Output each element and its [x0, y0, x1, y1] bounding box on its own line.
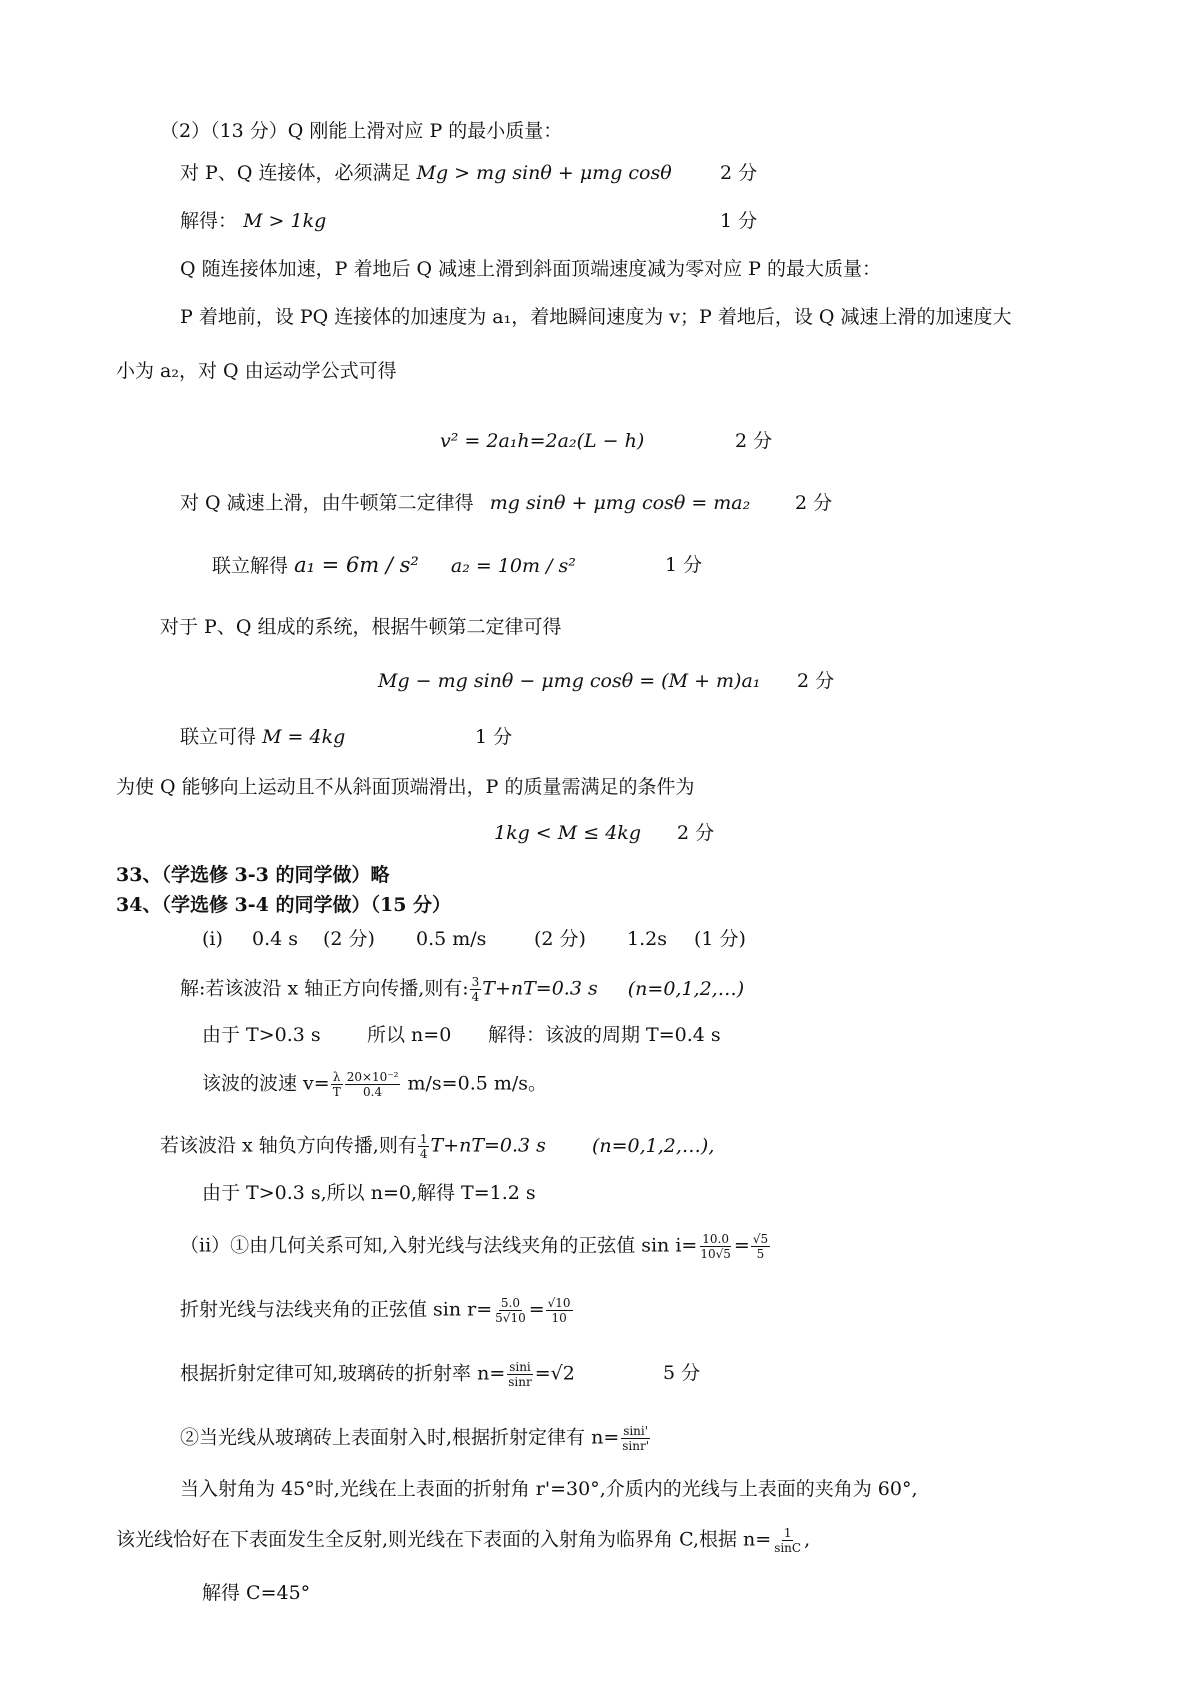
fraction-numerator: √10: [547, 1296, 571, 1310]
q34-i-answer1: 0.4 s: [252, 928, 299, 950]
fraction-denominator: 10: [551, 1311, 567, 1325]
q34-ii-line4: [180, 1424, 652, 1453]
part2-line6: [180, 490, 750, 516]
q34-i-label: (i): [202, 928, 223, 950]
solution3-result: m/s=0.5 m/s。: [407, 1072, 548, 1095]
ii-line3-fraction: [506, 1360, 533, 1389]
equation-kinematics: v² = 2a₁h=2a₂(L − h): [440, 430, 645, 452]
ii-line6-fraction: [772, 1526, 803, 1555]
solution3-fraction1: [331, 1070, 343, 1099]
q34-ii-line3: [180, 1360, 575, 1389]
equation-condition: 1kg < M ≤ 4kg: [494, 822, 641, 844]
part2-line3: Q 随连接体加速，P 着地后 Q 减速上滑到斜面顶端速度减为零对应 P 的最大质量：: [180, 258, 881, 280]
fraction-numerator: 10.0: [702, 1232, 729, 1246]
fraction-denominator: sinr': [622, 1439, 650, 1453]
fraction-denominator: 5√10: [495, 1311, 526, 1325]
ii-line1-fraction2: [751, 1232, 770, 1261]
ii-line2-text: 折射光线与法线夹角的正弦值 sin r=: [180, 1298, 493, 1321]
solution1-fraction: [470, 975, 482, 1004]
question-33-heading: 33、（学选修 3-3 的同学做）略: [116, 864, 390, 886]
line7-equation-a2: a₂ = 10m / s²: [450, 555, 576, 577]
equation-condition-score: 2 分: [677, 822, 715, 844]
line9-text: 联立可得: [180, 726, 257, 748]
line6-equation: mg sinθ + μmg cosθ = ma₂: [489, 492, 751, 514]
ii-line6-text: 该光线恰好在下表面发生全反射,则光线在下表面的入射角为临界角 C,根据 n=: [116, 1528, 772, 1551]
question-34-heading: 34、（学选修 3-4 的同学做）（15 分）: [116, 894, 452, 916]
line9-equation: M = 4kg: [262, 726, 346, 748]
part2-heading: （2）（13 分）Q 刚能上滑对应 P 的最小质量：: [160, 120, 563, 142]
fraction-numerator: sini: [509, 1360, 531, 1374]
fraction-denominator: sinC: [774, 1541, 802, 1555]
ii-line2-fraction2: [546, 1296, 573, 1325]
solution1-n-range: (n=0,1,2,…): [627, 977, 745, 1000]
fraction-numerator: 3: [471, 975, 480, 989]
line1-score: 2 分: [720, 162, 758, 184]
fraction-numerator: 1: [783, 1526, 792, 1540]
line7-score: 1 分: [665, 554, 703, 576]
solution4-fraction: [418, 1132, 430, 1161]
fraction-denominator: 4: [471, 990, 480, 1004]
q34-ii-line2: 折射光线与法线夹角的正弦值 sin r= $\frac{5.0}{5√10}$ = $\frac{√10}{10}$: [180, 1296, 571, 1325]
line7-equation-a1: a₁ = 6m / s²: [294, 553, 419, 577]
fraction-numerator: 1: [419, 1132, 428, 1146]
fraction-denominator: sinr: [508, 1375, 532, 1389]
equation-newton-system: Mg − mg sinθ − μmg cosθ = (M + m)a₁: [378, 670, 761, 692]
ii-line3-text: 根据折射定律可知,玻璃砖的折射率 n=: [180, 1362, 506, 1385]
ii-line2-fraction1: [493, 1296, 528, 1325]
q34-i-answer2: 0.5 m/s: [416, 928, 487, 950]
ii-line4-fraction: [620, 1424, 651, 1453]
fraction-numerator: sini': [623, 1424, 649, 1438]
part2-line9: [180, 724, 345, 750]
ii-line1-text: （ii）①由几何关系可知,入射光线与法线夹角的正弦值 sin i=: [180, 1234, 698, 1257]
solution1-text: 解:若该波沿 x 轴正方向传播,则有:: [180, 977, 469, 1000]
q34-ii-line5: 当入射角为 45°时,光线在上表面的折射角 r'=30°,介质内的光线与上表面的夹角为 60°,: [180, 1478, 918, 1500]
ii-line1-fraction1: [698, 1232, 733, 1261]
ii-line4-text: ②当光线从玻璃砖上表面射入时,根据折射定律有 n=: [180, 1426, 620, 1449]
q34-i-solution4: [160, 1132, 714, 1161]
q34-ii-line7: 解得 C=45°: [202, 1582, 311, 1604]
solution4-n-range: (n=0,1,2,…),: [591, 1134, 715, 1157]
fraction-numerator: 5.0: [500, 1296, 520, 1310]
fraction-denominator: 10√5: [700, 1247, 731, 1261]
solution4-equation: T+nT=0.3 s: [430, 1134, 546, 1157]
ii-line6-end: ,: [804, 1528, 811, 1551]
line2-text: 解得：: [180, 210, 238, 232]
line1-text: 对 P、Q 连接体，必须满足: [180, 162, 411, 184]
part2-line10: 为使 Q 能够向上运动且不从斜面顶端滑出，P 的质量需满足的条件为: [116, 776, 695, 798]
q34-i-score1: (2 分): [323, 928, 375, 950]
part2-line2: [180, 208, 326, 234]
line6-text: 对 Q 减速上滑，由牛顿第二定律得: [180, 492, 474, 514]
fraction-numerator: 20×10⁻²: [346, 1070, 399, 1084]
q34-i-solution2c: 解得：该波的周期 T=0.4 s: [488, 1024, 721, 1046]
q34-i-solution1: [180, 975, 744, 1004]
q34-i-solution5: 由于 T>0.3 s,所以 n=0,解得 T=1.2 s: [202, 1182, 536, 1204]
q34-ii-line6: [116, 1526, 810, 1555]
q34-i-score2: (2 分): [534, 928, 586, 950]
fraction-numerator: √5: [752, 1232, 769, 1246]
line1-equation: Mg > mg sinθ + μmg cosθ: [416, 162, 672, 184]
part2-line1: [180, 160, 672, 186]
q34-i-answer3: 1.2s: [627, 928, 667, 950]
solution1-equation: T+nT=0.3 s: [482, 977, 598, 1000]
fraction-denominator: T: [332, 1085, 341, 1099]
solution4-text: 若该波沿 x 轴负方向传播,则有: [160, 1134, 417, 1157]
ii-line3-value: =√2: [534, 1362, 575, 1385]
part2-line7: [212, 552, 576, 579]
line7-text: 联立解得: [212, 555, 289, 577]
part2-line5: 小为 a₂，对 Q 由运动学公式可得: [116, 360, 397, 382]
line9-score: 1 分: [475, 726, 513, 748]
q34-i-solution3: [202, 1070, 547, 1099]
line2-equation: M > 1kg: [243, 210, 327, 232]
q34-i-solution2a: 由于 T>0.3 s: [202, 1024, 321, 1046]
line2-score: 1 分: [720, 210, 758, 232]
line6-score: 2 分: [795, 492, 833, 514]
equation-newton-system-score: 2 分: [797, 670, 835, 692]
equation-kinematics-score: 2 分: [735, 430, 773, 452]
fraction-numerator: λ: [332, 1070, 341, 1084]
fraction-denominator: 4: [419, 1147, 428, 1161]
solution3-text: 该波的波速 v=: [202, 1072, 330, 1095]
q34-i-solution2b: 所以 n=0: [367, 1024, 452, 1046]
q34-ii-line1: （ii）①由几何关系可知,入射光线与法线夹角的正弦值 sin i= $\frac{10.0}{10√5}$ = $\frac{√5}{5}$: [180, 1232, 769, 1261]
part2-line4: P 着地前，设 PQ 连接体的加速度为 a₁，着地瞬间速度为 v；P 着地后，设 Q 减速上滑的加速度大: [180, 306, 1012, 328]
fraction-denominator: 0.4: [363, 1085, 383, 1099]
q34-i-score3: (1 分): [694, 928, 746, 950]
ii-line3-score: 5 分: [663, 1362, 701, 1384]
fraction-denominator: 5: [756, 1247, 765, 1261]
part2-line8: 对于 P、Q 组成的系统，根据牛顿第二定律可得: [160, 616, 562, 638]
solution3-fraction2: [345, 1070, 401, 1099]
